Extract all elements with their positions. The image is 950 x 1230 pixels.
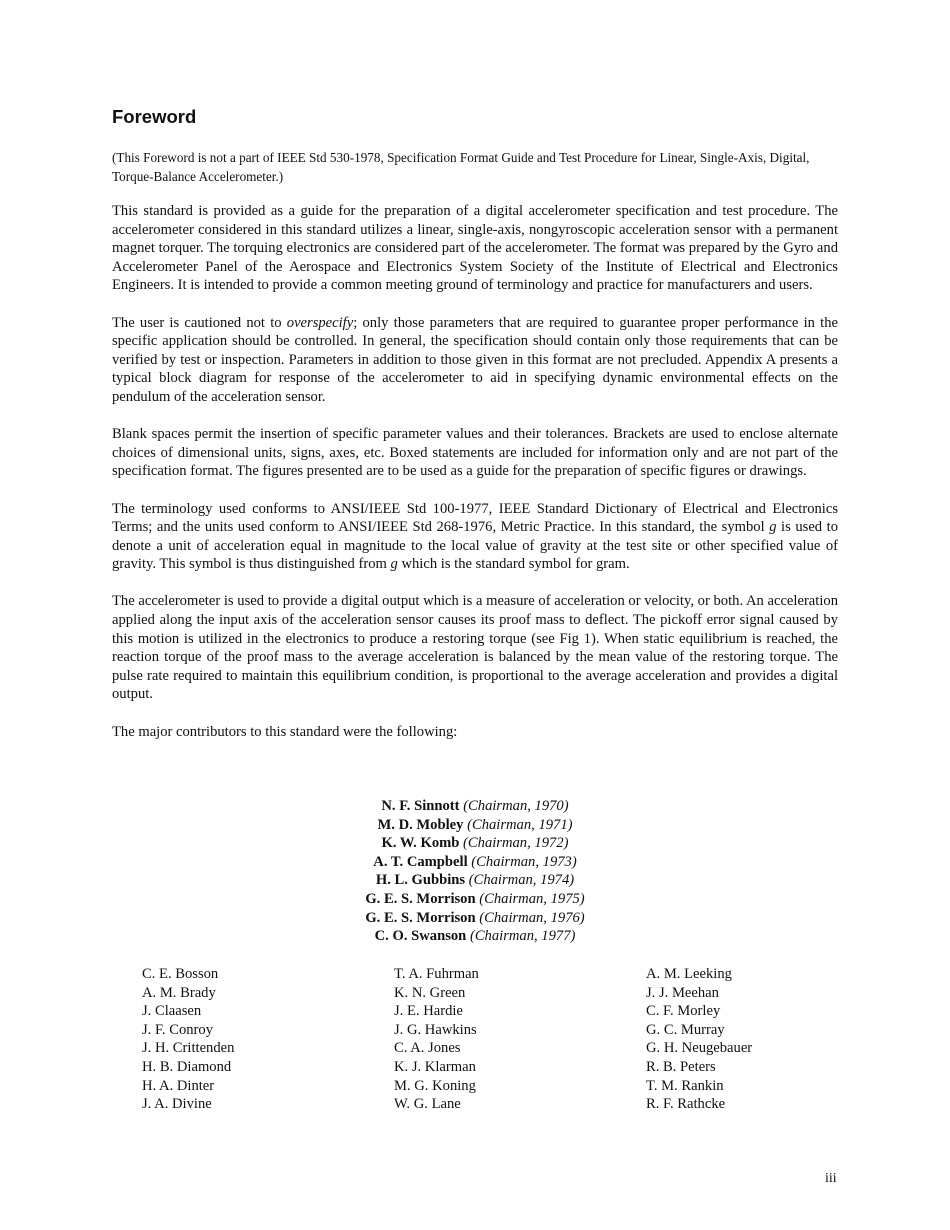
- member-name: T. M. Rankin: [646, 1077, 724, 1094]
- member-name: A. M. Leeking: [646, 966, 732, 982]
- member-name: R. B. Peters: [646, 1058, 716, 1075]
- chairman-name: N. F. Sinnott: [381, 798, 460, 814]
- paragraph-4: [112, 500, 838, 574]
- chairman-name: K. W. Komb: [381, 835, 460, 852]
- member-name: C. F. Morley: [646, 1003, 721, 1020]
- member-name: J. J. Meehan: [646, 984, 719, 1001]
- chairman-name: C. O. Swanson: [374, 928, 467, 945]
- chairman-entry: [112, 909, 838, 928]
- chairman-entry: [112, 816, 838, 835]
- chairman-role: (Chairman, 1974): [468, 872, 575, 889]
- foreword-note: (This Foreword is not a part of IEEE Std 530-1978, Specification Format Guide and Test Procedure for Linear, Single-Axis, Digital, Torque-Balance Accelerometer.): [112, 150, 810, 184]
- chairman-role: (Chairman, 1971): [467, 816, 573, 833]
- chairman-role: (Chairman, 1976): [479, 909, 585, 926]
- paragraph-3: Blank spaces permit the insertion of specific parameter values and their tolerances. Brackets are used to enclose alternate choices of dimensional units, signs, axes, etc. Boxed statements are included for information only and are not part of the specification format. The figures presented are to be used as a guide for the preparation of specific figures or drawings.: [112, 426, 838, 480]
- members-column-2: [394, 965, 479, 1114]
- chairman-name: M. D. Mobley: [377, 816, 464, 833]
- member-name: J. F. Conroy: [142, 1021, 214, 1038]
- chairman-entry: [112, 834, 838, 853]
- chairman-entry: [112, 927, 838, 946]
- chairman-entry: [112, 871, 838, 890]
- member-name: G. C. Murray: [646, 1021, 725, 1038]
- chairman-role: (Chairman, 1970): [463, 798, 569, 814]
- page-number: iii: [825, 1171, 837, 1186]
- chairman-name: G. E. S. Morrison: [365, 890, 476, 907]
- chairman-name: H. L. Gubbins: [375, 872, 466, 889]
- paragraph-4-symbol-g: g: [769, 519, 777, 536]
- member-name: M. G. Koning: [394, 1077, 476, 1094]
- member-name: C. E. Bosson: [142, 966, 219, 982]
- member-name: C. A. Jones: [394, 1040, 461, 1057]
- member-name: J. E. Hardie: [394, 1003, 463, 1020]
- members-column-3: [646, 965, 752, 1114]
- chairman-entry: [112, 890, 838, 909]
- paragraph-2: [112, 314, 838, 407]
- member-name: J. Claasen: [142, 1003, 202, 1020]
- body-text: [112, 202, 838, 760]
- chairman-role: (Chairman, 1973): [471, 853, 577, 870]
- chairmen-list: [112, 797, 838, 946]
- member-name: K. J. Klarman: [394, 1058, 476, 1075]
- chairman-role: (Chairman, 1972): [463, 835, 569, 852]
- paragraph-6: The major contributors to this standard were the following:: [112, 723, 458, 740]
- page-title: Foreword: [112, 106, 197, 127]
- member-name: T. A. Fuhrman: [394, 966, 479, 982]
- paragraph-5: The accelerometer is used to provide a digital output which is a measure of acceleration or velocity, or both. An acceleration applied along the input axis of the acceleration sensor causes its proof mass to deflect. The pickoff error signal caused by this motion is utilized in the electronics to produce a restoring torque (see Fig 1). When static equilibrium is reached, the reaction torque of the proof mass to the average acceleration is balanced by the mean value of the restoring torque. The pulse rate required to maintain this equilibrium condition, is proportional to the average acceleration and provides a digital output.: [112, 593, 838, 703]
- paragraph-2-end: ; only those parameters that are required to guarantee proper performance in the specific application should be controlled. In general, the specification should contain only those requirements that can be verified by test or inspection. Parameters in addition to those given in this format are not precluded. Appendix A presents a typical block diagram for response of the accelerometer to aid in specifying dynamic environmental effects on the pendulum of the acceleration sensor.: [112, 314, 839, 405]
- chairman-entry: [112, 853, 838, 872]
- chairman-name: G. E. S. Morrison: [365, 909, 476, 926]
- member-name: H. B. Diamond: [142, 1058, 232, 1075]
- paragraph-2-start: The user is cautioned not to: [112, 314, 287, 331]
- member-name: J. G. Hawkins: [394, 1021, 477, 1038]
- paragraph-4-part-b: is used to denote a unit of acceleration equal in magnitude to the local value of gravity at the test site or other specified value of gravity. This symbol is thus distinguished from: [112, 519, 838, 573]
- members-column-1: [142, 965, 234, 1114]
- chairman-entry: [112, 797, 838, 816]
- paragraph-4-part-c: which is the standard symbol for gram.: [397, 556, 630, 573]
- member-name: J. H. Crittenden: [142, 1040, 235, 1057]
- member-name: R. F. Rathcke: [646, 1096, 726, 1113]
- paragraph-2-emphasis: overspecify: [286, 314, 354, 331]
- member-name: H. A. Dinter: [142, 1077, 215, 1094]
- member-name: G. H. Neugebauer: [646, 1040, 753, 1057]
- paragraph-4-symbol-g-gram: g: [390, 556, 398, 573]
- chairman-role: (Chairman, 1977): [469, 928, 576, 945]
- member-name: K. N. Green: [394, 984, 466, 1001]
- paragraph-1: This standard is provided as a guide for the preparation of a digital accelerometer specification and test procedure. The accelerometer considered in this standard utilizes a linear, single-axis, nongyroscopic acceleration sensor with a permanent magnet torquer. The torquing electronics are considered part of the accelerometer. The format was prepared by the Gyro and Accelerometer Panel of the Aerospace and Electronics System Society of the Institute of Electrical and Electronics Engineers. It is intended to provide a common meeting ground of terminology and practice for manufacturers and users.: [112, 203, 838, 294]
- chairman-name: A. T. Campbell: [373, 853, 468, 870]
- member-name: A. M. Brady: [142, 984, 216, 1001]
- member-name: W. G. Lane: [394, 1096, 461, 1113]
- member-name: J. A. Divine: [142, 1096, 212, 1113]
- chairman-role: (Chairman, 1975): [479, 890, 585, 907]
- paragraph-4-part-a: The terminology used conforms to ANSI/IEEE Std 100-1977, IEEE Standard Dictionary of Electrical and Electronics Terms; and the units used conform to ANSI/IEEE Std 268-1976, Metric Practice. In this standard, the symbol: [112, 500, 838, 536]
